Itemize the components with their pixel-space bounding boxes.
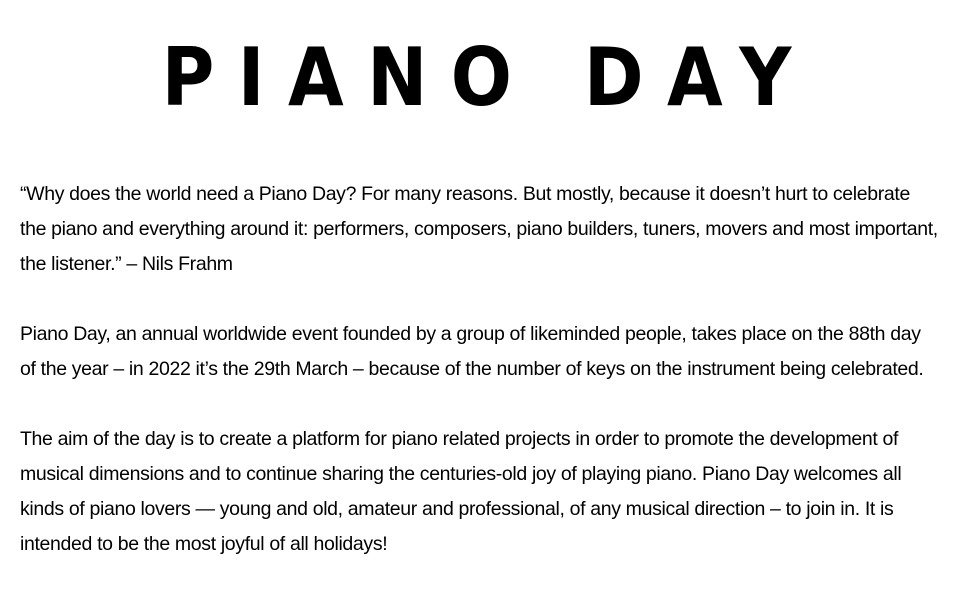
page-title: PIANO DAY — [161, 31, 815, 124]
intro-text — [20, 177, 940, 597]
aim-paragraph: The aim of the day is to create a platform for piano related projects in order to promote the development of musical dimensions and to continue sharing the centuries-old joy of playing piano. Piano Day welcomes all kinds of piano lovers — young and old, amateur and professional, of any musical direction – to join in. It is intended to be the most joyful of all holidays! — [20, 428, 902, 555]
event-description-paragraph: Piano Day, an annual worldwide event founded by a group of likeminded people, takes place on the 88th day of the year – in 2022 it’s the 29th March – because of the number of keys on the instrument being celebrated. — [20, 323, 924, 380]
quote-paragraph: “Why does the world need a Piano Day? For many reasons. But mostly, because it doesn’t hurt to celebrate the piano and everything around it: performers, composers, piano builders, tuners, movers and most important, the listener.” – Nils Frahm — [20, 183, 938, 275]
